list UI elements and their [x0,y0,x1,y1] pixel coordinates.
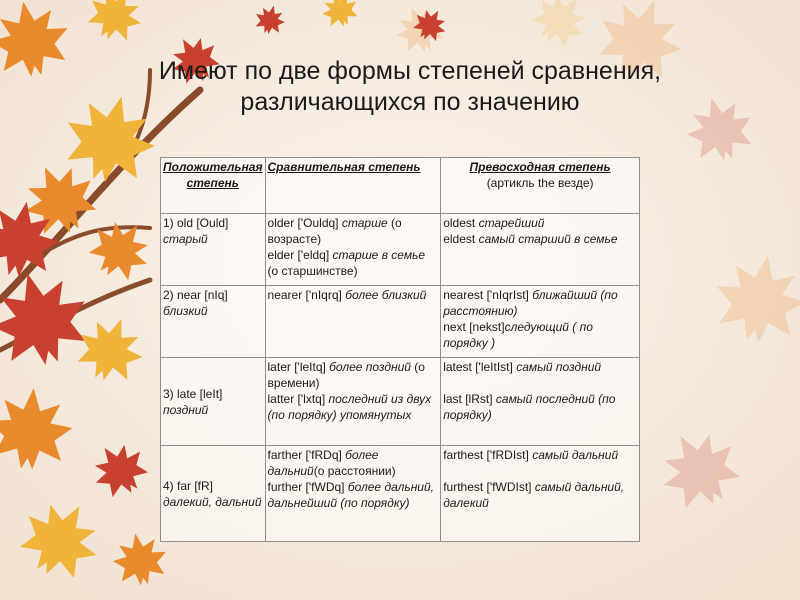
comparative-entry-1 [268,215,439,247]
spacer [443,375,637,391]
superlative-word: furthest ['fWDIst] [443,480,535,494]
header-positive-label: Положительная степень [163,160,263,190]
spacer [443,463,637,479]
superlative-translation: самый поздний [516,360,602,374]
cell-positive [161,286,266,358]
comparative-entry-1 [268,287,439,303]
cell-superlative [441,214,640,286]
positive-translation: близкий [163,304,208,318]
comparative-entry-1 [268,447,439,479]
positive-translation: далекий, дальний [163,494,262,509]
comparative-translation: более поздний [329,360,411,374]
superlative-word: farthest ['fRDIst] [443,448,533,462]
table-row [161,214,640,286]
superlative-word: nearest ['nIqrIst] [443,288,533,302]
comparative-note: (о времени) [267,360,425,390]
comparative-translation: более дальний, дальнейший (по порядку) [267,480,434,510]
header-comparative [265,158,441,214]
comparative-word: elder ['eldq] [267,248,333,262]
comparative-translation: старше [341,216,388,230]
superlative-word: next [nekst] [443,320,505,334]
comparison-table [160,157,640,542]
comparative-note: (о возрасте) [267,216,402,246]
superlative-word: latest ['leItIst] [443,360,517,374]
slide-title-line1: Имеют по две формы степеней сравнения, [158,57,662,85]
comparative-entry-2 [268,247,439,279]
cell-comparative [265,286,441,358]
cell-positive [161,358,266,446]
comparative-word: older ['Ouldq] [267,216,342,230]
positive-form: 1) old [Ould] [163,216,229,230]
superlative-word: eldest [443,232,479,246]
slide-title-line2: различающихся по значению [240,88,580,116]
comparative-translation: более близкий [345,288,427,302]
comparative-note: (о расстоянии) [313,464,396,478]
cell-superlative [441,358,640,446]
superlative-translation: ближайший (по расстоянию) [443,288,618,318]
superlative-entry-2 [443,479,637,511]
superlative-entry-1 [443,215,637,231]
comparative-entry-1 [268,359,439,391]
comparative-note: (о старшинстве) [267,264,358,278]
positive-form: 3) late [leIt] [163,386,223,401]
cell-comparative [265,358,441,446]
comparative-entry-2 [268,391,439,423]
superlative-word: oldest [443,216,479,230]
superlative-entry-1 [443,287,637,319]
superlative-translation: самый дальний [532,448,619,462]
table-header-row [161,158,640,214]
comparative-word: nearer ['nIqrq] [267,288,346,302]
comparative-translation: старше в семье [332,248,426,262]
positive-form: 4) far [fR] [163,478,214,493]
positive-translation: старый [163,232,208,246]
cell-comparative [265,214,441,286]
superlative-entry-2 [443,391,637,423]
superlative-translation: самый старший в семье [478,232,618,246]
slide-title [60,56,760,118]
superlative-entry-1 [443,359,637,375]
header-superlative-label: Превосходная степень [469,160,611,174]
superlative-translation: старейший [478,216,545,230]
superlative-entry-2 [443,231,637,247]
cell-superlative [441,446,640,542]
superlative-translation: следующий ( по порядку ) [443,320,593,350]
table-row [161,358,640,446]
cell-superlative [441,286,640,358]
header-comparative-label: Сравнительная степень [267,160,421,174]
comparative-translation: последний из двух (по порядку) упомянутых [267,392,432,422]
positive-translation: поздний [163,402,209,417]
cell-positive [161,446,266,542]
cell-comparative [265,446,441,542]
comparative-word: further ['fWDq] [267,480,348,494]
comparative-word: later ['leItq] [267,360,330,374]
superlative-translation: самый последний (по порядку) [443,392,616,422]
comparative-translation: более дальний [267,448,379,478]
table-row [161,446,640,542]
cell-positive [161,214,266,286]
comparative-word: latter ['lxtq] [267,392,329,406]
superlative-entry-1 [443,447,637,463]
header-superlative [441,158,640,214]
comparative-word: farther ['fRDq] [267,448,346,462]
header-positive [161,158,266,214]
superlative-entry-2 [443,319,637,351]
superlative-translation: самый дальний, далекий [443,480,625,510]
comparative-entry-2 [268,479,439,511]
positive-form: 2) near [nIq] [163,288,228,302]
header-superlative-note: (артикль the везде) [486,176,594,190]
table-row [161,286,640,358]
superlative-word: last [lRst] [443,392,496,406]
